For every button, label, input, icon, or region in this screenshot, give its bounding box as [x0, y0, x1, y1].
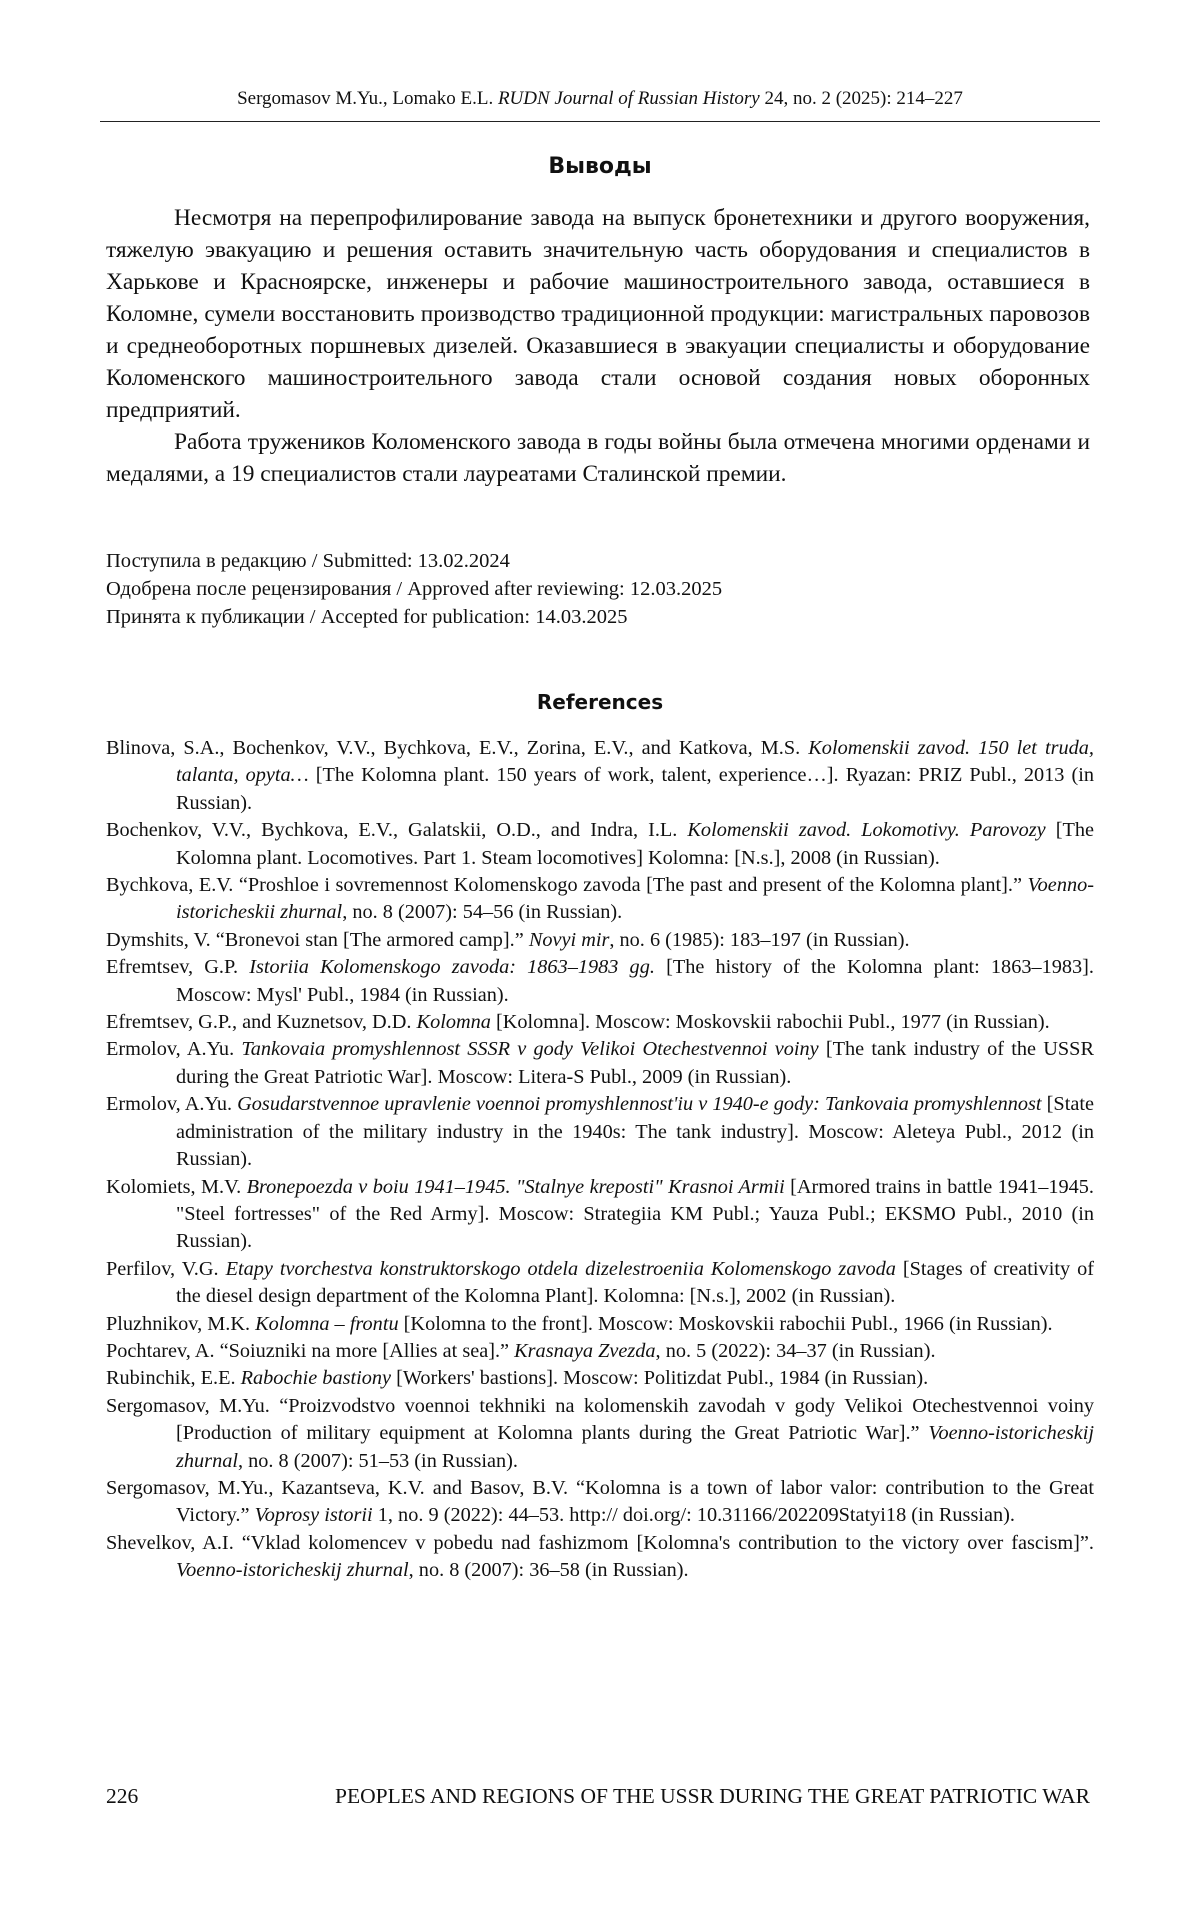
reference-item: Efremtsev, G.P. Istoriia Kolomenskogo zavoda: 1863–1983 gg. [The history of the Kolomna plant: 1863–1983]. Moscow: Mysl' Publ., 1984 (in Russian). — [106, 956, 1095, 1006]
conclusions-paragraph-2: Работа тружеников Коломенского завода в годы войны была отмечена многими орденами и медалями, а 19 специалистов стали лауреатами Сталинской премии. — [106, 429, 1090, 487]
reference-item: Ermolov, A.Yu. Tankovaia promyshlennost SSSR v gody Velikoi Otechestvennoi voiny [The tank industry of the USSR during the Great Patriotic War]. Moscow: Litera-S Publ., 2009 (in Russian). — [106, 1038, 1094, 1088]
reference-item: Pochtarev, A. “Soiuzniki na more [Allies at sea].” Krasnaya Zvezda, no. 5 (2022): 34–37 (in Russian). — [106, 1339, 936, 1362]
running-header — [100, 88, 1100, 110]
conclusions-title: Выводы — [548, 154, 652, 179]
header-rule — [100, 121, 1100, 122]
reference-item: Sergomasov, M.Yu., Kazantseva, K.V. and Basov, B.V. “Kolomna is a town of labor valor: contribution to the Great Victory.” Voprosy istorii 1, no. 9 (2022): 44–53. http:// doi.org/: 10.31166/202209Statyi18 (in Russian). — [106, 1476, 1094, 1527]
reference-item: Bochenkov, V.V., Bychkova, E.V., Galatskii, O.D., and Indra, I.L. Kolomenskii zavod. Lokomotivy. Parovozy [The Kolomna plant. Locomotives. Part 1. Steam locomotives] Kolomna: [N.s.], 2008 (in Russian). — [106, 819, 1094, 869]
reference-item: Blinova, S.A., Bochenkov, V.V., Bychkova, E.V., Zorina, E.V., and Katkova, M.S. Kolomenskii zavod. 150 let truda, talanta, opyta… [The Kolomna plant. 150 years of work, talent, experience…]. Ryazan: PRIZ Publ., 2013 (in Russian). — [106, 737, 1094, 814]
article-dates — [106, 547, 1090, 631]
reference-item: Ermolov, A.Yu. Gosudarstvennoe upravlenie voennoi promyshlennost'iu v 1940-e gody: Tankovaia promyshlennost [State administration of the military industry in the 1940s: The tank industry]. Moscow: Aleteya Publ., 2012 (in Russian). — [106, 1093, 1094, 1171]
reference-item: Rubinchik, E.E. Rabochie bastiony [Workers' bastions]. Moscow: Politizdat Publ., 1984 (in Russian). — [106, 1367, 929, 1390]
conclusions-paragraph-1: Несмотря на перепрофилирование завода на выпуск бронетехники и другого вооружения, тяжелую эвакуацию и решения оставить значительную часть оборудования и специалистов в Харькове и Красноярске, инженеры и рабочие машиностроительного завода, оставшиеся в Коломне, сумели восстановить производство традиционной продукции: магистральных паровозов и среднеоборотных поршневых дизелей. Оказавшиеся в эвакуации специалисты и оборудование Коломенского машиностроительного завода стали основой создания новых оборонных предприятий. — [106, 205, 1090, 423]
header-issue: 24, no. 2 (2025): 214–227 — [764, 88, 963, 109]
date-approved: Одобрена после рецензирования / Approved after reviewing: 12.03.2025 — [106, 578, 723, 600]
header-journal: RUDN Journal of Russian History — [497, 88, 760, 109]
reference-item: Shevelkov, A.I. “Vklad kolomencev v pobedu nad fashizmom [Kolomna's contribution to the victory over fascism]”. Voenno-istoricheskij zhurnal, no. 8 (2007): 36–58 (in Russian). — [106, 1531, 1094, 1582]
date-accepted: Принята к публикации / Accepted for publication: 14.03.2025 — [106, 606, 628, 628]
conclusions-body — [106, 202, 1090, 490]
reference-item: Pluzhnikov, M.K. Kolomna – frontu [Kolomna to the front]. Moscow: Moskovskii rabochii Publ., 1966 (in Russian). — [106, 1312, 1053, 1335]
reference-item: Sergomasov, M.Yu. “Proizvodstvo voennoi tekhniki na kolomenskih zavodah v gody Velikoi Otechestvennoi voiny [Production of military equipment at Kolomna plants during the Great Patriotic War].” Voenno-istoricheskij zhurnal, no. 8 (2007): 51–53 (in Russian). — [106, 1394, 1094, 1472]
reference-item: Kolomiets, M.V. Bronepoezda v boiu 1941–1945. "Stalnye kreposti" Krasnoi Armii [Armored trains in battle 1941–1945. "Steel fortresses" of the Red Army]. Moscow: Strategiia KM Publ.; Yauza Publ.; EKSMO Publ., 2010 (in Russian). — [106, 1175, 1095, 1253]
page-number: 226 — [106, 1784, 139, 1808]
reference-item: Dymshits, V. “Bronevoi stan [The armored camp].” Novyi mir, no. 6 (1985): 183–197 (in Russian). — [106, 928, 910, 951]
date-submitted: Поступила в редакцию / Submitted: 13.02.2024 — [106, 550, 510, 572]
reference-item: Bychkova, E.V. “Proshloe i sovremennost Kolomenskogo zavoda [The past and present of the Kolomna plant].” Voenno-istoricheskii zhurnal, no. 8 (2007): 54–56 (in Russian). — [106, 874, 1094, 924]
references-list — [106, 735, 1094, 1585]
footer-title: PEOPLES AND REGIONS OF THE USSR DURING THE GREAT PATRIOTIC WAR — [335, 1784, 1090, 1808]
reference-item: Perfilov, V.G. Etapy tvorchestva konstruktorskogo otdela dizelestroeniia Kolomenskogo zavoda [Stages of creativity of the diesel design department of the Kolomna Plant]. Kolomna: [N.s.], 2002 (in Russian). — [106, 1257, 1095, 1308]
reference-item: Efremtsev, G.P., and Kuznetsov, D.D. Kolomna [Kolomna]. Moscow: Moskovskii rabochii Publ., 1977 (in Russian). — [106, 1011, 1050, 1034]
header-authors: Sergomasov M.Yu., Lomako E.L. — [237, 88, 494, 109]
references-title: References — [536, 690, 664, 714]
